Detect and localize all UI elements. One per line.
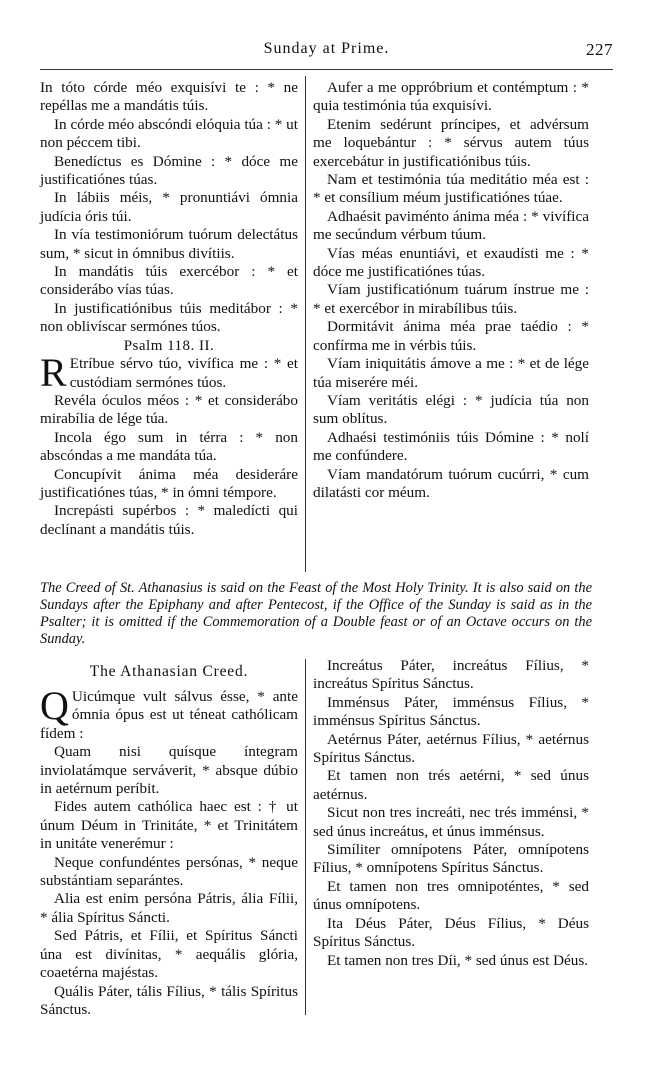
dropcap: Q xyxy=(40,683,69,728)
verse: Aetérnus Páter, aetérnus Fílius, * aetérnus Spíritus Sánctus. xyxy=(313,730,589,767)
verse: In lábiis méis, * pronuntiávi ómnia judícia óris túi. xyxy=(40,189,298,225)
verse-with-dropcap xyxy=(40,683,298,743)
verse: Dormitávit ánima méa prae taédio : * confírma me in vérbis túis. xyxy=(313,318,589,354)
running-head xyxy=(40,40,613,62)
verse: Benedíctus es Dómine : * dóce me justificatiónes túas. xyxy=(40,152,298,189)
verse: Simíliter omnípotens Páter, omnípotens Fílius, * omnípotens Spíritus Sánctus. xyxy=(313,841,589,877)
verse: Et tamen non tres Díi, * sed únus est Déus. xyxy=(327,951,589,969)
right-column-psalm xyxy=(313,79,589,502)
verse: Incola égo sum in térra : * non abscóndas a me mandáta túa. xyxy=(40,428,298,465)
verse: Increpásti supérbos : * maledícti qui declínant a mandátis túis. xyxy=(40,502,298,538)
verse: Imménsus Páter, imménsus Fílius, * imménsus Spíritus Sánctus. xyxy=(313,693,589,730)
dropcap: R xyxy=(40,350,67,396)
verse: Sed Pátris, et Fílii, et Spíritus Sáncti úna est divínitas, * aequális glória, coaetérna majéstas. xyxy=(40,927,298,982)
verse: Et tamen non tres omnipoténtes, * sed únus omnípotens. xyxy=(313,877,589,914)
verse: In justificatiónibus túis meditábor : * non oblivíscar sermónes túos. xyxy=(40,299,298,336)
verse: Víam veritátis elégi : * judícia túa non sum oblítus. xyxy=(313,391,589,428)
column-divider-top xyxy=(305,76,306,572)
verse: Neque confundéntes persónas, * neque substántiam separántes. xyxy=(40,853,298,890)
verse-with-dropcap xyxy=(40,350,298,396)
verse: Fides autem cathólica haec est : † ut únum Déum in Trinitáte, * et Trinitátem in unitáte venerémur : xyxy=(40,798,298,853)
right-column-creed xyxy=(313,657,589,970)
psalm-heading: Psalm 118. II. xyxy=(123,337,215,354)
verse-text: Uicúmque vult sálvus ésse, * ante ómnia ópus est ut téneat cathólicam fídem : xyxy=(40,688,298,742)
verse: In vía testimoniórum tuórum delectátus sum, * sicut in ómnibus divítiis. xyxy=(40,226,298,262)
running-title: Sunday at Prime. xyxy=(263,40,390,57)
verse: Quális Páter, tális Fílius, * tális Spíritus Sánctus. xyxy=(40,982,298,1018)
verse: Nam et testimónia túa meditátio méa est : * et consílium méum justificatiónes túae. xyxy=(313,171,589,207)
verse: In mandátis túis exercébor : * et considerábo vías túas. xyxy=(40,263,298,299)
page-number: 227 xyxy=(586,40,613,59)
verse: Concupívit ánima méa desideráre justificatiónes túas, * in ómni témpore. xyxy=(40,465,298,501)
verse: Ita Déus Páter, Déus Fílius, * Déus Spíritus Sánctus. xyxy=(313,914,589,951)
verse: Et tamen non trés aetérni, * sed únus aetérnus. xyxy=(313,767,589,803)
left-column-psalm xyxy=(40,79,298,539)
verse: Increátus Páter, increátus Fílius, * increátus Spíritus Sánctus. xyxy=(313,657,589,693)
verse: In tóto córde méo exquisívi te : * ne repéllas me a mandátis túis. xyxy=(40,79,298,115)
left-column-creed xyxy=(40,683,298,1019)
verse: Vías méas enuntiávi, et exaudísti me : * dóce me justificatiónes túas. xyxy=(313,244,589,281)
verse: Etenim sedérunt príncipes, et advérsum me loquebántur : * sérvus autem túus exercebátur in justificatiónibus túis. xyxy=(313,115,589,170)
verse: Adhaési testimóniis túis Dómine : * nolí me confúndere. xyxy=(313,428,589,465)
rubric xyxy=(40,580,592,648)
rubric-text: The Creed of St. Athanasius is said on the Feast of the Most Holy Trinity. It is also said on the Sundays after the Epiphany and after Pentecost, if the Office of the Sunday is said as in the Psalter; it is omitted if the Commemoration of a Double feast or of an Octave occurs on the Sunday. xyxy=(40,580,592,647)
verse: In córde méo abscóndi elóquia túa : * ut non péccem tibi. xyxy=(40,115,298,152)
verse: Víam justificatiónum tuárum ínstrue me : * et exercébor in mirabílibus túis. xyxy=(313,281,589,317)
verse: Adhaésit paviménto ánima méa : * vivífica me secúndum vérbum túum. xyxy=(313,207,589,244)
verse-text: Etríbue sérvo túo, vivífica me : * et custódiam sermónes túos. xyxy=(69,355,298,391)
verse: Sicut non tres increáti, nec trés imménsi, * sed únus increátus, et únus imménsus. xyxy=(313,804,589,840)
verse: Alia est enim persóna Pátris, ália Fílii, * ália Spíritus Sáncti. xyxy=(40,890,298,926)
verse: Víam mandatórum tuórum cucúrri, * cum dilatásti cor méum. xyxy=(313,465,589,501)
verse: Víam iniquitátis ámove a me : * et de lége túa miserére méi. xyxy=(313,355,589,391)
creed-heading: The Athanasian Creed. xyxy=(89,663,249,680)
verse: Aufer a me oppróbrium et contémptum : * quia testimónia túa exquisívi. xyxy=(313,79,589,115)
header-rule xyxy=(40,69,613,70)
verse: Revéla óculos méos : * et considerábo mirabília de lége túa. xyxy=(40,391,298,428)
column-divider-bottom xyxy=(305,659,306,1015)
verse: Quam nisi quísque íntegram inviolatámque serváverit, * absque dúbio in aetérnum períbit. xyxy=(40,743,298,798)
